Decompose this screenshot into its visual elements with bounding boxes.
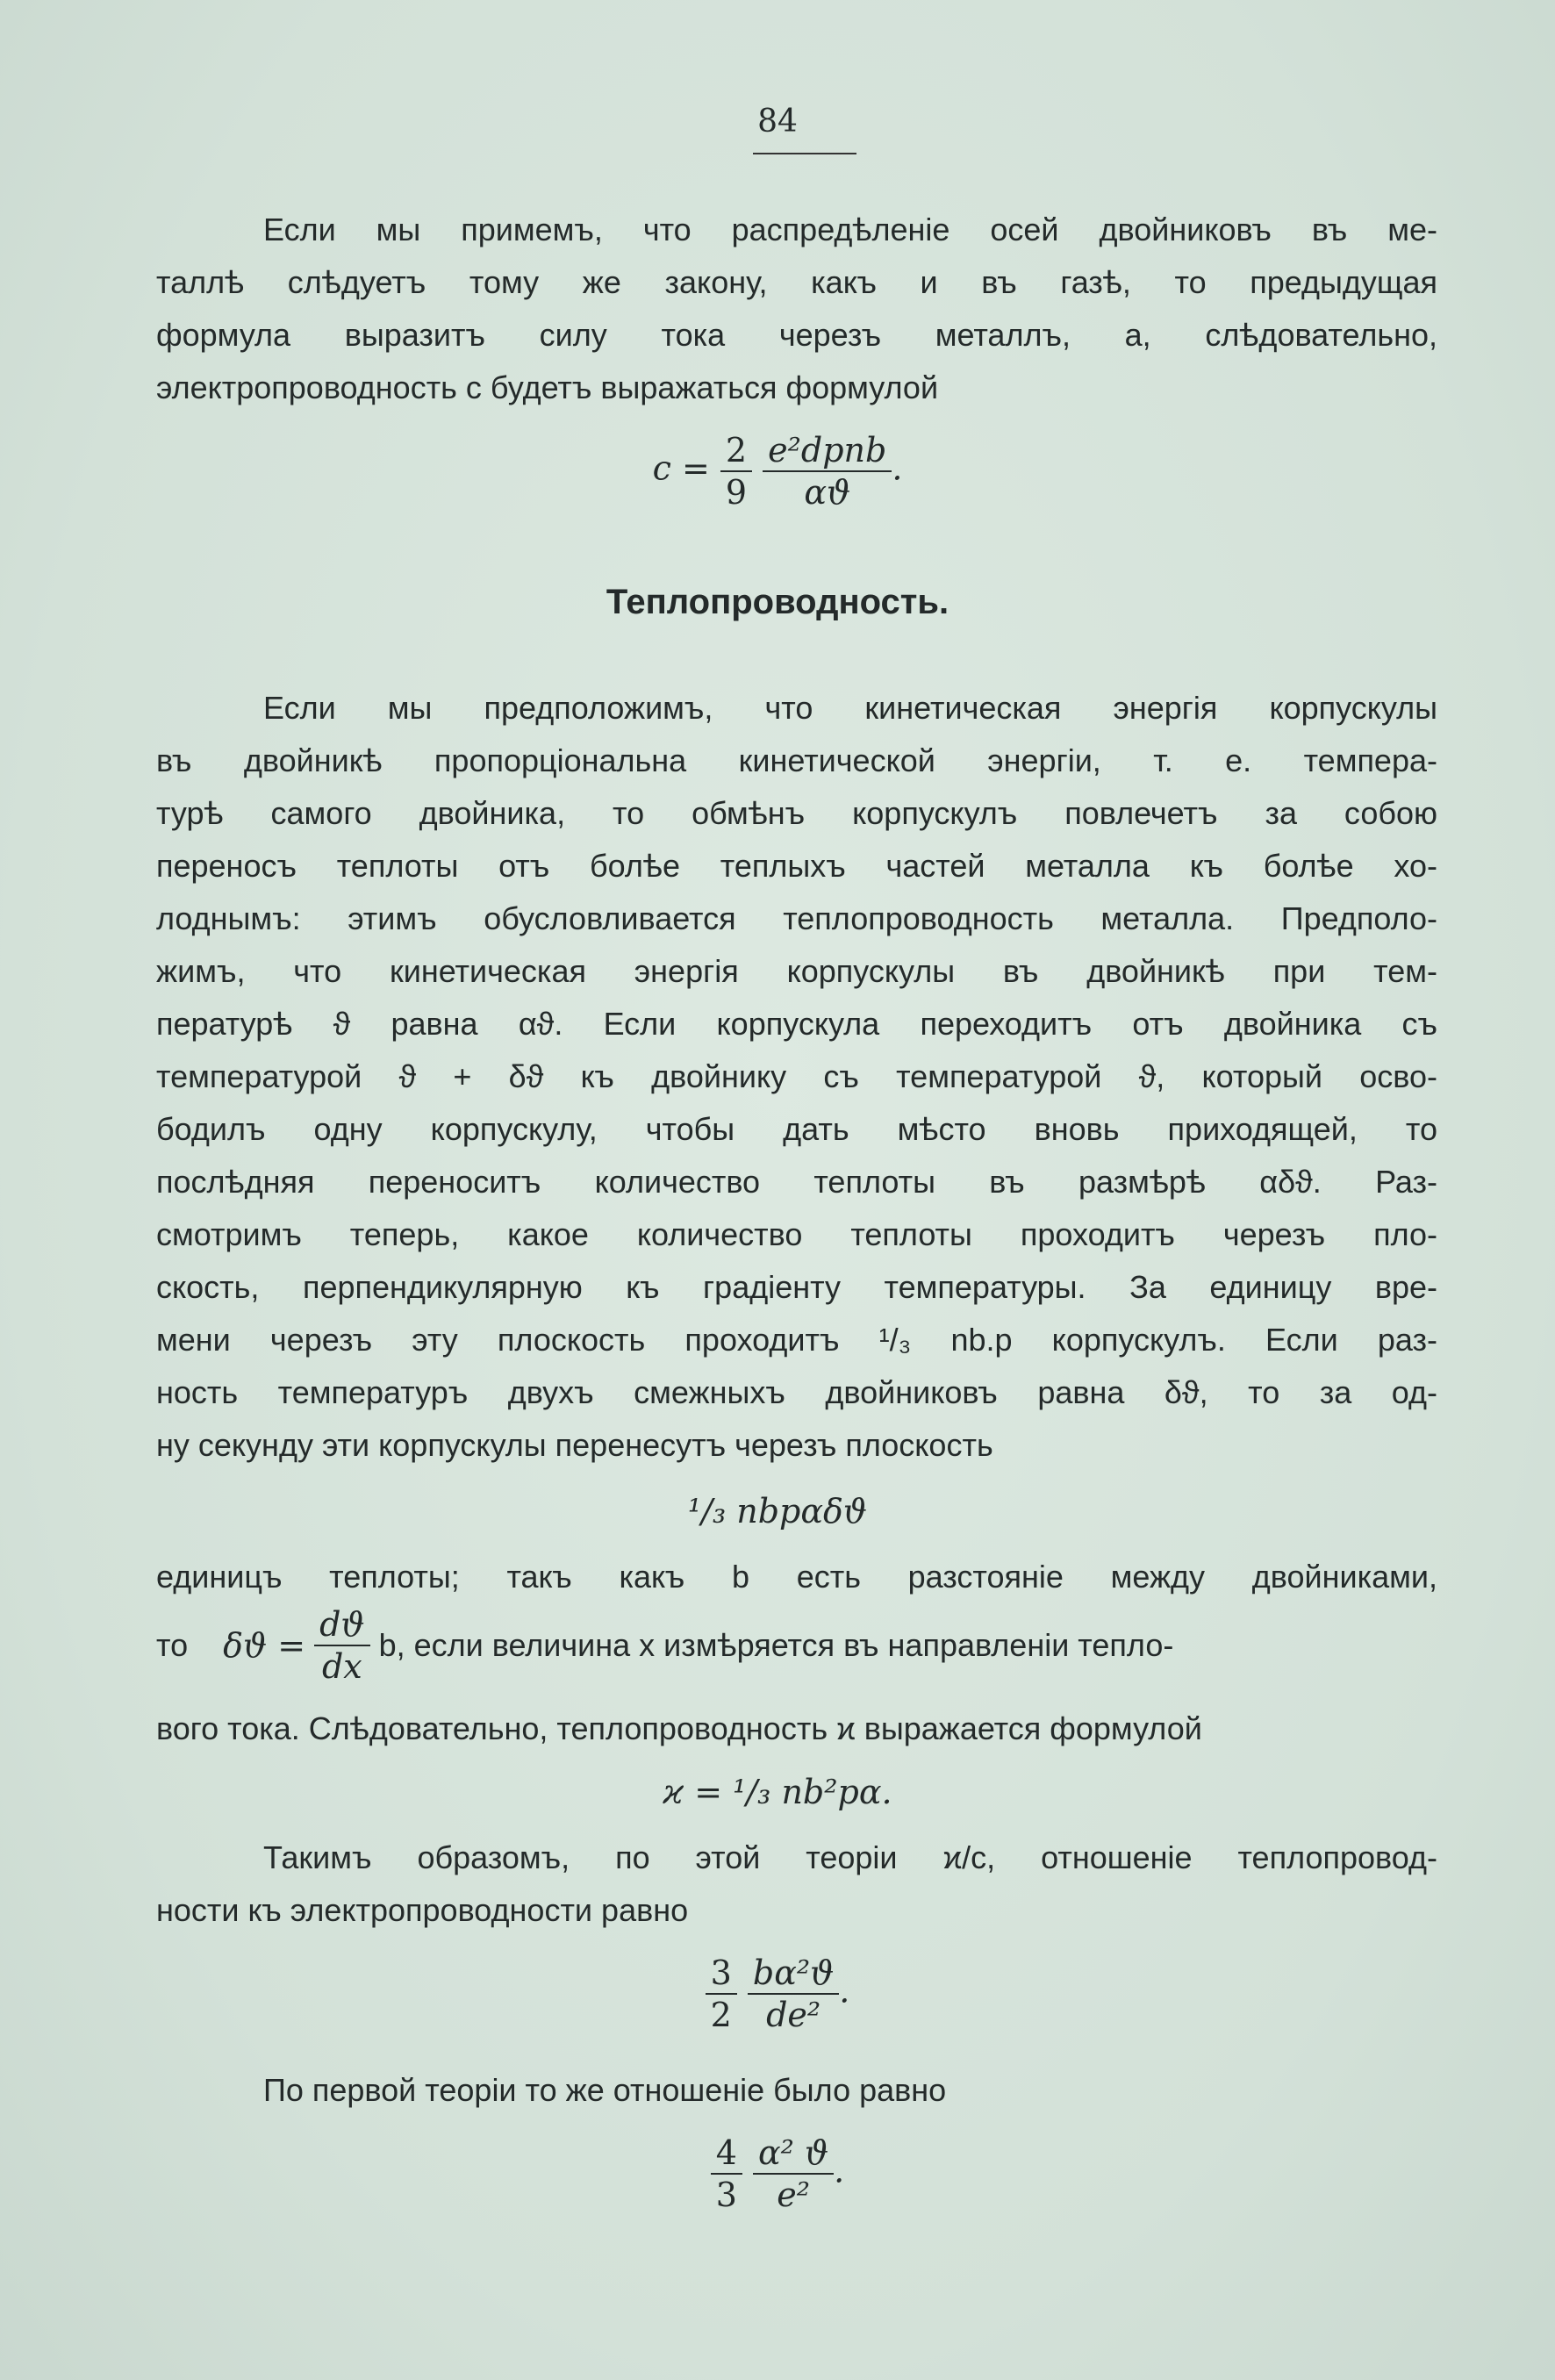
formula-ratio-two xyxy=(0,2133,1555,2215)
fraction-main xyxy=(753,2133,834,2215)
fraction-numerator: 4 xyxy=(711,2133,742,2175)
formula-conductivity xyxy=(0,430,1555,513)
paragraph-line: переносъ теплоты отъ болѣе теплыхъ частей металла къ болѣе хо- xyxy=(156,848,1437,884)
paragraph-line: въ двойникѣ пропорціональна кинетической энергіи, т. е. темпера- xyxy=(156,742,1437,778)
paragraph-line: таллѣ слѣдуетъ тому же закону, какъ и въ газѣ, то предыдущая xyxy=(156,264,1437,300)
page-number-rule xyxy=(753,153,856,154)
paragraph-line: смотримъ теперь, какое количество теплоты проходитъ черезъ пло- xyxy=(156,1216,1437,1252)
paragraph-line: Если мы предположимъ, что кинетическая энергія корпускулы xyxy=(263,690,1437,726)
fraction-numerator: bα²ϑ xyxy=(748,1953,839,1995)
fraction-numerator: 3 xyxy=(706,1953,737,1995)
fraction-denominator: αϑ xyxy=(804,473,851,512)
paragraph-line: электропроводность c будетъ выражаться формулой xyxy=(156,369,939,405)
formula-ratio-one xyxy=(0,1953,1555,2035)
formula-heat-flux: ¹/₃ nbpαδϑ xyxy=(687,1492,868,1531)
fraction-denominator: de² xyxy=(766,1996,821,2034)
fraction-denominator: 2 xyxy=(710,1996,732,2034)
paragraph-line: По первой теоріи то же отношеніе было равно xyxy=(263,2072,947,2108)
paragraph-line: турѣ самого двойника, то обмѣнъ корпускулъ повлечетъ за собою xyxy=(156,795,1437,831)
formula-thermal-conductivity: ϰ = ¹/₃ nb²pα. xyxy=(663,1773,892,1811)
fraction-coefficient xyxy=(720,430,752,513)
paragraph-line: единицъ теплоты; такъ какъ b есть разстояніе между двойниками, xyxy=(156,1559,1437,1595)
paragraph-line: жимъ, что кинетическая энергія корпускулы въ двойникѣ при тем- xyxy=(156,953,1437,989)
paragraph-line: ну секунду эти корпускулы перенесутъ черезъ плоскость xyxy=(156,1427,993,1463)
fraction-coefficient xyxy=(711,2133,742,2215)
fraction-denominator: dx xyxy=(321,1647,362,1686)
fraction-numerator: dϑ xyxy=(314,1604,370,1646)
fraction-main xyxy=(763,430,892,513)
page-number: 84 xyxy=(757,104,798,140)
paragraph-line: бодилъ одну корпускулу, чтобы дать мѣсто вновь приходящей, то xyxy=(156,1111,1437,1147)
line-suffix: b, если величина x измѣряется въ направленіи тепло- xyxy=(378,1627,1174,1663)
paragraph-line: скость, перпендикулярную къ градіенту температуры. За единицу вре- xyxy=(156,1269,1437,1305)
fraction-main xyxy=(748,1953,839,2035)
fraction-denominator: e² xyxy=(777,2176,810,2214)
paragraph-line: лоднымъ: этимъ обусловливается теплопроводность металла. Предполо- xyxy=(156,900,1437,936)
paragraph-line: вого тока. Слѣдовательно, теплопроводность ϰ выражается формулой xyxy=(156,1710,1202,1746)
paragraph-line: ность температуръ двухъ смежныхъ двойниковъ равна δϑ, то за од- xyxy=(156,1374,1437,1410)
formula-period: . xyxy=(839,1971,850,2011)
fraction-numerator: α² ϑ xyxy=(753,2133,834,2175)
line-prefix: то xyxy=(156,1627,189,1663)
fraction-coefficient xyxy=(706,1953,737,2035)
formula-period: . xyxy=(834,2151,845,2190)
paragraph-line: Если мы примемъ, что распредѣленіе осей двойниковъ въ ме- xyxy=(263,211,1437,247)
paragraph-line: ности къ электропроводности равно xyxy=(156,1892,689,1928)
paragraph-line: температурой ϑ + δϑ къ двойнику съ температурой ϑ, который осво- xyxy=(156,1058,1437,1094)
derivative-lhs: δϑ = xyxy=(223,1626,306,1665)
formula-lhs: c = xyxy=(652,448,710,488)
fraction-denominator: 9 xyxy=(725,473,748,512)
paragraph-line: послѣдняя переноситъ количество теплоты въ размѣрѣ αδϑ. Раз- xyxy=(156,1164,1437,1200)
derivative-fraction xyxy=(314,1604,370,1687)
paragraph-line: пературѣ ϑ равна αϑ. Если корпускула переходитъ отъ двойника съ xyxy=(156,1006,1437,1042)
paragraph-line: Такимъ образомъ, по этой теоріи ϰ/c, отношеніе теплопровод- xyxy=(263,1839,1437,1875)
fraction-denominator: 3 xyxy=(715,2176,737,2214)
paragraph-line: мени черезъ эту плоскость проходитъ ¹/₃ nb.p корпускулъ. Если раз- xyxy=(156,1322,1437,1358)
section-heading: Теплопроводность. xyxy=(606,583,949,621)
fraction-numerator: 2 xyxy=(720,430,752,472)
paragraph-line: формула выразитъ силу тока черезъ металлъ, а, слѣдовательно, xyxy=(156,317,1437,353)
paragraph-line-with-derivative xyxy=(156,1604,1437,1687)
formula-period: . xyxy=(892,448,903,488)
fraction-numerator: e²dpnb xyxy=(763,430,892,472)
